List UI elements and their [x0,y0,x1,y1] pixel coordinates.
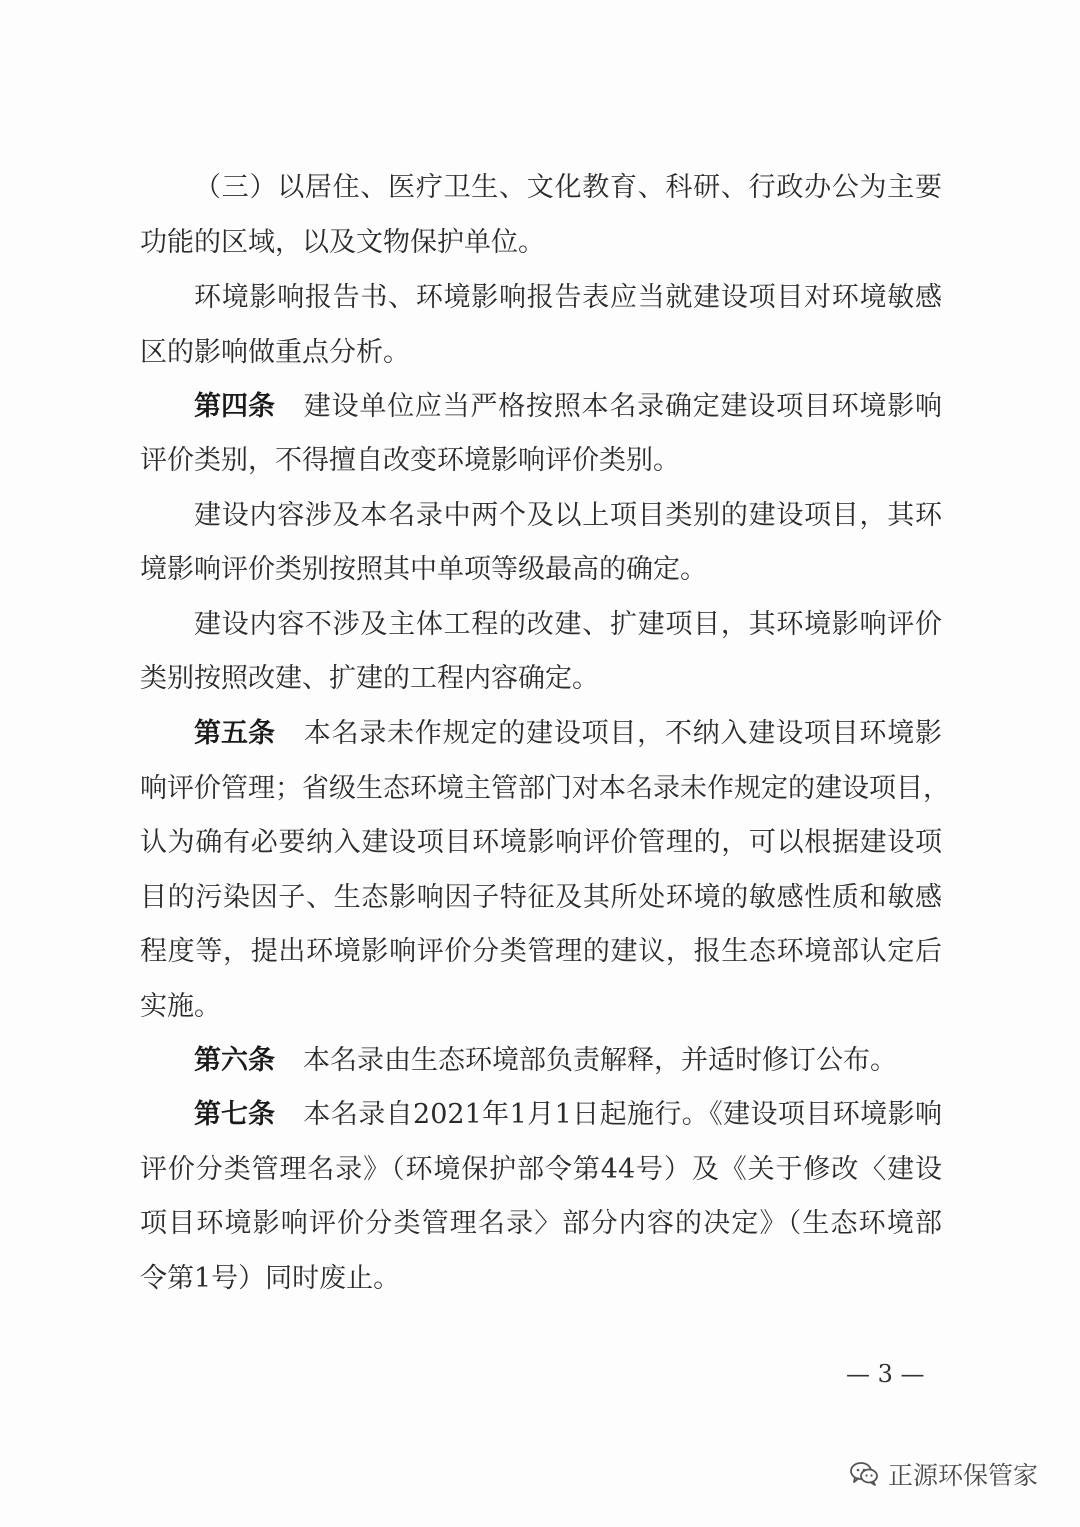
paragraph-line: 功能的区域，以及文物保护单位。 [140,227,545,258]
paragraph-line: （三）以居住、医疗卫生、文化教育、科研、行政办公为主要 [194,172,942,203]
wechat-icon [850,1461,878,1487]
paragraph-line: 建设内容涉及本名录中两个及以上项目类别的建设项目，其环 [194,500,942,531]
paragraph-line: 评价分类管理名录》（环境保护部令第44号）及《关于修改〈建设 [140,1154,942,1185]
paragraph-line: 项目环境影响评价分类管理名录〉部分内容的决定》（生态环境部 [140,1208,942,1239]
paragraph-line: 程度等，提出环境影响评价分类管理的建议，报生态环境部认定后 [140,936,942,967]
account-watermark [850,1456,1038,1492]
paragraph-line: 建设内容不涉及主体工程的改建、扩建项目，其环境影响评价 [194,609,942,640]
paragraph-line: 区的影响做重点分析。 [140,337,410,368]
paragraph-line: 境影响评价类别按照其中单项等级最高的确定。 [140,554,707,585]
article-heading: 第六条 [194,1045,275,1076]
paragraph-line: 响评价管理；省级生态环境主管部门对本名录未作规定的建设项目， [140,773,950,804]
article-7-line: 第七条 本名录自2021年1月1日起施行。《建设项目环境影响 [194,1099,942,1130]
paragraph-line: 目的污染因子、生态影响因子特征及其所处环境的敏感性质和敏感 [140,882,942,913]
article-heading: 第七条 [194,1099,275,1130]
article-heading: 第五条 [194,718,275,749]
article-heading: 第四条 [194,391,275,422]
paragraph-line: 令第1号）同时废止。 [140,1263,401,1294]
article-6-line: 第六条 本名录由生态环境部负责解释，并适时修订公布。 [194,1045,897,1076]
paragraph-line: 认为确有必要纳入建设项目环境影响评价管理的，可以根据建设项 [140,827,942,858]
article-4-line: 第四条 建设单位应当严格按照本名录确定建设项目环境影响 [194,391,942,422]
page-number: — 3 — [846,1360,925,1388]
paragraph-line: 实施。 [140,991,221,1022]
account-name: 正源环保管家 [888,1461,1039,1490]
paragraph-line: 环境影响报告书、环境影响报告表应当就建设项目对环境敏感 [194,282,942,313]
paragraph-line: 评价类别，不得擅自改变环境影响评价类别。 [140,445,680,476]
paragraph-line: 类别按照改建、扩建的工程内容确定。 [140,663,599,694]
article-5-line: 第五条 本名录未作规定的建设项目，不纳入建设项目环境影 [194,718,942,749]
